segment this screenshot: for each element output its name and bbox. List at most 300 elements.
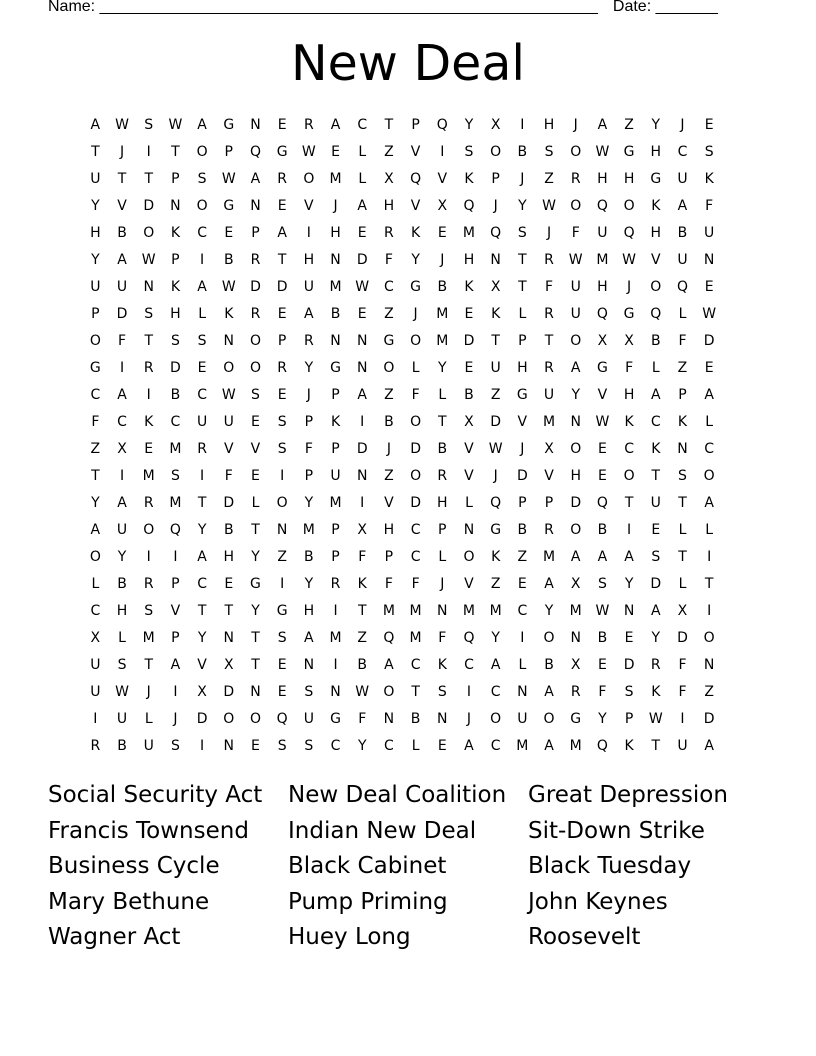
grid-letter: I [680,711,685,727]
grid-row [82,247,750,274]
grid-letter: S [170,738,180,754]
grid-letter: B [677,225,688,241]
grid-letter: N [356,468,368,484]
grid-letter: I [146,144,151,160]
grid-letter: T [518,252,527,268]
grid-letter: N [383,711,395,727]
grid-letter: Q [596,306,608,322]
grid-letter: C [704,441,715,457]
grid-letter: P [411,117,420,133]
grid-letter: D [410,441,421,457]
grid-letter: A [704,738,714,754]
grid-letter: E [277,117,287,133]
grid-letter: A [117,495,127,511]
word-list-item: Wagner Act [48,924,181,950]
grid-letter: H [463,252,475,268]
word-list-item: New Deal Coalition [288,782,507,808]
grid-letter: H [570,468,581,484]
grid-letter: E [277,387,287,403]
grid-letter: N [303,657,315,673]
grid-letter: W [355,279,370,295]
grid-letter: M [436,306,449,322]
grid-letter: C [384,738,394,754]
grid-letter: L [198,306,206,322]
grid-letter: P [331,441,340,457]
grid-letter: H [543,117,555,133]
grid-letter: U [116,279,128,295]
grid-letter: O [570,441,582,457]
grid-letter: Z [704,684,714,700]
grid-letter: A [570,360,581,376]
grid-letter: J [386,441,391,457]
grid-letter: M [542,414,556,430]
grid-letter: G [623,144,635,160]
grid-letter: A [704,495,714,511]
grid-letter: H [330,225,341,241]
grid-letter: L [518,306,527,322]
grid-letter: N [703,657,715,673]
grid-letter: S [437,684,447,700]
grid-letter: B [597,522,608,538]
grid-letter: X [544,441,554,457]
grid-letter: K [491,549,501,565]
grid-letter: T [411,684,420,700]
grid-letter: S [277,738,287,754]
grid-letter: D [276,279,288,295]
grid-letter: A [544,738,554,754]
grid-letter: P [678,387,687,403]
grid-letter: W [595,414,610,430]
grid-letter: E [224,225,234,241]
grid-letter: R [384,225,394,241]
grid-row [82,571,750,598]
grid-letter: C [517,603,528,619]
grid-letter: N [330,252,341,268]
grid-letter: G [490,522,502,538]
grid-letter: C [650,414,661,430]
grid-letter: W [141,252,156,268]
grid-letter: D [356,252,368,268]
grid-letter: M [596,252,609,268]
grid-letter: X [117,441,127,457]
grid-letter: N [223,333,235,349]
grid-letter: U [704,225,715,241]
grid-letter: L [358,171,367,187]
grid-letter: M [436,333,449,349]
grid-letter: C [90,387,101,403]
grid-row [82,490,750,517]
grid-letter: Z [384,387,394,403]
grid-letter: E [651,522,661,538]
grid-letter: O [196,144,208,160]
grid-letter: U [143,738,154,754]
grid-letter: Y [251,603,260,619]
grid-letter: B [650,333,661,349]
grid-letter: R [303,333,314,349]
grid-letter: J [413,306,418,322]
grid-letter: T [171,144,180,160]
grid-letter: F [678,333,687,349]
grid-letter: E [277,198,287,214]
grid-letter: E [197,360,207,376]
grid-letter: A [304,306,314,322]
grid-letter: I [520,117,525,133]
grid-letter: T [651,468,661,484]
header-line [48,0,718,17]
grid-letter: L [118,630,126,646]
grid-letter: W [115,117,129,133]
grid-letter: Z [490,387,501,403]
grid-letter: H [597,279,608,295]
grid-letter: O [623,198,635,214]
grid-letter: P [331,549,340,565]
grid-letter: F [678,657,687,673]
grid-letter: A [197,549,207,565]
grid-letter: N [570,414,581,430]
grid-letter: I [360,495,365,511]
grid-letter: O [410,468,422,484]
grid-letter: U [490,360,501,376]
grid-letter: J [520,441,525,457]
grid-row [82,166,750,193]
grid-letter: E [704,279,714,295]
grid-letter: G [89,360,101,376]
grid-letter: C [197,387,207,403]
grid-letter: N [250,117,261,133]
grid-letter: A [170,657,181,673]
grid-letter: R [90,738,101,754]
grid-letter: Q [410,171,422,187]
grid-letter: S [251,387,260,403]
grid-letter: G [650,171,662,187]
grid-letter: R [650,657,661,673]
grid-row [82,220,750,247]
grid-letter: E [597,657,607,673]
grid-letter: U [570,306,581,322]
grid-letter: R [570,171,581,187]
grid-letter: G [623,306,635,322]
grid-letter: B [464,387,474,403]
grid-letter: S [170,333,180,349]
grid-letter: W [355,684,370,700]
grid-letter: T [678,549,687,565]
grid-letter: F [545,279,554,295]
grid-letter: A [304,630,314,646]
grid-letter: W [221,279,236,295]
grid-letter: I [440,144,445,160]
grid-letter: K [411,225,421,241]
grid-letter: F [118,333,127,349]
grid-letter: I [200,738,205,754]
grid-letter: K [651,684,661,700]
grid-letter: S [144,117,154,133]
grid-letter: Q [276,711,288,727]
grid-letter: S [304,738,314,754]
grid-letter: S [277,630,287,646]
grid-letter: P [224,144,233,160]
grid-letter: L [438,387,447,403]
date-field-label: Date: _______ [612,0,718,15]
grid-letter: Y [197,630,207,646]
grid-letter: N [570,630,581,646]
word-list-item: Sit-Down Strike [528,817,705,844]
grid-letter: Y [571,387,580,403]
grid-letter: T [277,252,287,268]
grid-letter: M [516,738,529,754]
grid-letter: A [357,198,367,214]
grid-letter: V [410,198,421,214]
grid-row [82,706,750,733]
grid-letter: T [197,603,207,619]
grid-letter: U [677,171,688,187]
word-list-item: Francis Townsend [48,817,249,844]
grid-letter: S [197,171,207,187]
grid-letter: H [437,495,448,511]
grid-letter: Q [490,225,502,241]
grid-letter: O [249,711,261,727]
grid-row [82,517,750,544]
word-list [48,778,768,956]
grid-letter: B [170,387,181,403]
grid-letter: T [251,522,260,538]
grid-letter: K [464,279,474,295]
grid-letter: Z [384,144,394,160]
grid-letter: Z [90,441,101,457]
grid-letter: O [223,360,235,376]
grid-letter: D [623,657,635,673]
grid-letter: N [437,711,448,727]
grid-letter: F [91,414,100,430]
grid-letter: T [678,495,687,511]
grid-letter: D [143,198,155,214]
grid-letter: F [625,360,634,376]
grid-letter: H [223,549,235,565]
grid-letter: P [304,468,314,484]
grid-letter: H [303,603,315,619]
grid-letter: P [251,225,260,241]
grid-letter: U [223,414,234,430]
grid-letter: X [677,603,688,619]
grid-letter: O [570,522,582,538]
letter-grid [82,112,750,760]
grid-letter: O [143,225,155,241]
grid-letter: W [568,252,583,268]
grid-letter: Y [464,117,474,133]
grid-letter: B [437,441,448,457]
grid-letter: T [251,630,260,646]
grid-letter: S [544,144,554,160]
grid-letter: D [463,333,475,349]
grid-row [82,652,750,679]
grid-letter: I [280,468,285,484]
grid-letter: E [464,306,474,322]
grid-letter: T [704,576,714,592]
grid-letter: F [438,630,447,646]
grid-letter: V [384,495,394,511]
grid-letter: W [622,252,637,268]
grid-letter: E [277,684,287,700]
grid-letter: A [544,576,554,592]
grid-letter: R [330,576,341,592]
grid-letter: Q [650,306,662,322]
grid-letter: J [119,144,125,160]
grid-letter: G [516,387,528,403]
grid-letter: I [119,468,125,484]
grid-letter: I [200,468,205,484]
grid-letter: P [171,171,180,187]
grid-letter: U [90,684,101,700]
grid-letter: N [330,684,341,700]
grid-letter: R [143,360,154,376]
grid-letter: Z [384,306,394,322]
grid-letter: A [117,387,127,403]
grid-letter: Q [676,279,688,295]
grid-row [82,355,750,382]
grid-letter: D [677,630,688,646]
grid-letter: D [116,306,128,322]
grid-letter: A [197,117,207,133]
grid-letter: P [384,549,394,565]
grid-letter: D [703,333,715,349]
grid-letter: A [464,738,474,754]
grid-letter: K [624,414,634,430]
grid-letter: F [384,252,393,268]
grid-letter: L [678,576,687,592]
grid-letter: U [116,522,128,538]
grid-letter: E [251,738,260,754]
grid-letter: A [357,387,367,403]
grid-row [82,463,750,490]
grid-letter: M [329,495,342,511]
grid-letter: P [544,495,554,511]
grid-letter: Q [490,495,502,511]
grid-letter: U [330,468,341,484]
grid-letter: A [677,198,688,214]
grid-letter: P [171,576,180,592]
grid-letter: O [410,414,422,430]
grid-letter: U [116,711,128,727]
grid-letter: Q [596,198,608,214]
grid-letter: M [169,441,182,457]
grid-letter: L [465,495,473,511]
grid-letter: X [384,171,394,187]
grid-letter: K [170,279,180,295]
grid-letter: Y [304,576,314,592]
grid-letter: T [438,414,447,430]
grid-letter: G [223,198,235,214]
grid-letter: L [518,657,527,673]
grid-letter: K [704,171,714,187]
grid-letter: S [117,657,127,673]
grid-letter: V [223,441,234,457]
grid-letter: X [197,684,207,700]
grid-letter: J [546,225,552,241]
grid-row [82,328,750,355]
grid-letter: I [173,549,178,565]
grid-letter: N [250,684,261,700]
grid-letter: C [197,576,207,592]
grid-letter: N [223,630,235,646]
grid-letter: V [250,441,261,457]
grid-letter: Z [544,171,554,187]
grid-letter: K [170,225,180,241]
grid-letter: L [678,522,687,538]
grid-letter: K [144,414,154,430]
grid-letter: M [569,603,582,619]
grid-letter: R [303,117,314,133]
grid-letter: L [144,711,153,727]
grid-letter: T [91,144,100,160]
grid-letter: H [303,252,315,268]
grid-letter: S [517,225,527,241]
grid-letter: O [249,333,261,349]
grid-letter: B [304,549,314,565]
grid-letter: E [357,306,367,322]
grid-letter: U [90,279,101,295]
grid-letter: O [703,630,715,646]
grid-letter: H [650,144,662,160]
grid-letter: T [384,117,394,133]
grid-letter: D [650,576,662,592]
grid-letter: O [570,144,582,160]
grid-letter: V [170,603,181,619]
grid-letter: B [437,279,448,295]
grid-letter: X [624,333,634,349]
grid-letter: W [221,387,236,403]
grid-letter: G [383,333,395,349]
grid-letter: B [117,225,127,241]
grid-letter: A [597,117,608,133]
grid-letter: Y [624,576,634,592]
grid-letter: H [116,603,128,619]
grid-letter: Z [517,549,528,565]
grid-letter: C [624,441,634,457]
grid-letter: D [410,495,421,511]
grid-letter: R [250,252,261,268]
grid-letter: O [276,495,288,511]
grid-letter: N [223,738,235,754]
grid-letter: K [491,306,501,322]
grid-letter: N [623,603,635,619]
grid-letter: Y [91,252,100,268]
grid-letter: D [570,495,582,511]
grid-letter: J [573,117,578,133]
grid-letter: A [277,225,287,241]
grid-letter: O [490,711,502,727]
grid-letter: O [570,198,582,214]
grid-letter: I [280,576,285,592]
grid-letter: J [306,387,311,403]
grid-letter: C [330,738,341,754]
grid-letter: N [490,252,501,268]
grid-letter: W [648,711,663,727]
grid-letter: U [303,279,314,295]
grid-letter: I [306,225,311,241]
grid-letter: N [517,684,528,700]
grid-row [82,436,750,463]
grid-letter: N [437,603,448,619]
grid-letter: T [544,333,554,349]
grid-letter: U [677,738,688,754]
grid-letter: F [358,549,367,565]
grid-letter: V [544,468,554,484]
grid-letter: Y [304,495,314,511]
grid-letter: Y [651,117,661,133]
grid-letter: W [488,441,503,457]
grid-letter: L [411,738,420,754]
grid-letter: L [411,360,420,376]
grid-letter: L [705,414,714,430]
